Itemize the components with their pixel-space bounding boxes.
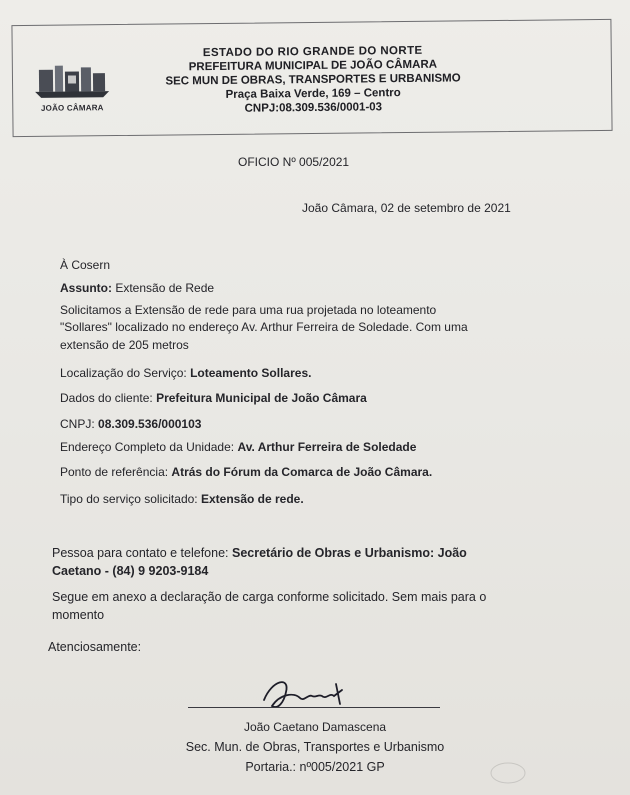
- faded-stamp-mark: [488, 760, 528, 786]
- cnpj-line: CNPJ:08.309.536/0001-03: [244, 101, 383, 115]
- cnpj-row: [60, 417, 201, 432]
- letterhead-text: [113, 43, 514, 117]
- cnpj-label: CNPJ:: [60, 417, 95, 431]
- service-row: [60, 492, 304, 507]
- address-row: [60, 440, 416, 455]
- document-title: OFICIO Nº 005/2021: [238, 155, 350, 169]
- client-value: Prefeitura Municipal de João Câmara: [156, 391, 367, 405]
- subject-value: Extensão de Rede: [115, 281, 215, 295]
- logo-icon: [31, 61, 113, 104]
- service-label: Tipo do serviço solicitado:: [60, 492, 198, 506]
- closing-line-2: momento: [52, 608, 105, 622]
- contact-value-1: Secretário de Obras e Urbanismo: João: [232, 546, 467, 560]
- body-line-1: Solicitamos a Extensão de rede para uma rua projetada no loteamento: [60, 303, 437, 317]
- closing-line-1: Segue em anexo a declaração de carga conforme solicitado. Sem mais para o: [52, 590, 487, 604]
- contact-label: Pessoa para contato e telefone:: [52, 546, 229, 560]
- logo-text: JOÃO CÂMARA: [40, 103, 104, 113]
- contact-value-2: Caetano - (84) 9 9203-9184: [52, 564, 209, 578]
- service-value: Extensão de rede.: [200, 492, 304, 506]
- letterhead: [11, 19, 612, 137]
- signatory-ordinance: Portaria.: nº005/2021 GP: [245, 760, 385, 774]
- client-row: [60, 391, 367, 406]
- subject-label: Assunto:: [60, 281, 112, 295]
- address-value: Av. Arthur Ferreira de Soledade: [237, 440, 417, 454]
- state-name: ESTADO DO RIO GRANDE DO NORTE: [202, 44, 423, 60]
- reference-label: Ponto de referência:: [60, 465, 169, 479]
- recipient: À Cosern: [60, 258, 111, 272]
- address-line: Praça Baixa Verde, 169 – Centro: [225, 87, 401, 101]
- handwritten-signature: [250, 670, 360, 718]
- municipality-logo: [31, 61, 114, 120]
- subject-row: [60, 281, 214, 296]
- prefecture-name: PREFEITURA MUNICIPAL DE JOÃO CÂMARA: [188, 58, 438, 74]
- location-value: Loteamento Sollares.: [190, 366, 312, 380]
- secretariat-name: SEC MUN DE OBRAS, TRANSPORTES E URBANISMO: [165, 72, 461, 88]
- body-line-2: "Sollares" localizado no endereço Av. Arthur Ferreira de Soledade. Com uma: [60, 320, 468, 334]
- signatory-name: João Caetano Damascena: [243, 720, 387, 734]
- regards: Atenciosamente:: [48, 640, 142, 654]
- contact-row: [52, 546, 467, 561]
- signature-line: [188, 707, 440, 708]
- signatory-role: Sec. Mun. de Obras, Transportes e Urbanismo: [185, 740, 445, 754]
- reference-value: Atrás do Fórum da Comarca de João Câmara.: [171, 465, 433, 479]
- place-date: João Câmara, 02 de setembro de 2021: [302, 201, 511, 215]
- location-label: Localização do Serviço:: [60, 366, 187, 380]
- client-label: Dados do cliente:: [60, 391, 153, 405]
- reference-row: [60, 465, 432, 480]
- address-label: Endereço Completo da Unidade:: [60, 440, 235, 454]
- cnpj-value: 08.309.536/000103: [98, 417, 202, 431]
- body-line-3: extensão de 205 metros: [60, 338, 189, 352]
- location-row: [60, 366, 311, 381]
